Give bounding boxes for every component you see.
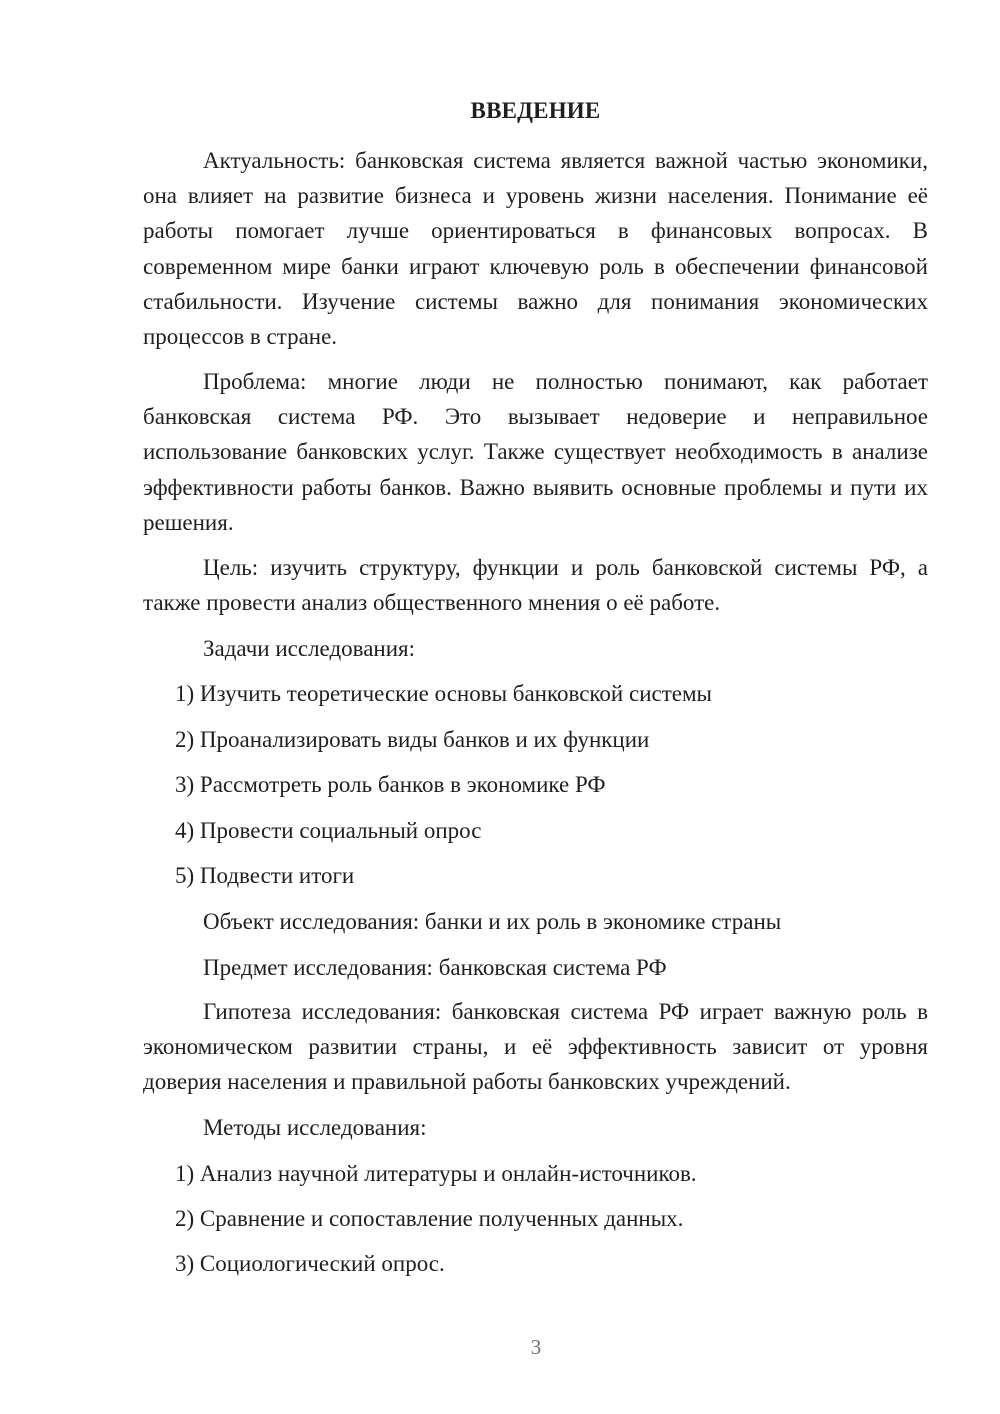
subject-line: Предмет исследования: банковская система РФ bbox=[203, 955, 667, 980]
hypothesis-paragraph: Гипотеза исследования: банковская система РФ играет важную роль в экономическом развитии страны, и её эффективность зависит от уровня доверия населения и правильной работы банковских учреждений. bbox=[143, 999, 928, 1095]
task-item: 3) Рассмотреть роль банков в экономике РФ bbox=[175, 772, 606, 797]
page-title: ВВЕДЕНИЕ bbox=[470, 98, 601, 123]
method-item: 3) Социологический опрос. bbox=[175, 1251, 445, 1276]
goal-paragraph: Цель: изучить структуру, функции и роль банковской системы РФ, а также провести анализ общественного мнения о её работе. bbox=[143, 555, 928, 616]
task-item: 1) Изучить теоретические основы банковской системы bbox=[175, 681, 712, 706]
page-number: 3 bbox=[530, 1335, 542, 1359]
methods-heading: Методы исследования: bbox=[203, 1115, 427, 1140]
tasks-heading: Задачи исследования: bbox=[203, 636, 416, 661]
relevance-paragraph: Актуальность: банковская система является важной частью экономики, она влияет на развитие бизнеса и уровень жизни населения. Понимание её работы помогает лучше ориентироваться в финансовых вопросах. В современном мире банки играют ключевую роль в обеспечении финансовой стабильности. Изучение системы важно для понимания экономических процессов в стране. bbox=[143, 148, 928, 350]
method-item: 2) Сравнение и сопоставление полученных данных. bbox=[175, 1206, 684, 1231]
task-item: 5) Подвести итоги bbox=[175, 863, 355, 888]
method-item: 1) Анализ научной литературы и онлайн-источников. bbox=[175, 1161, 697, 1186]
object-line: Объект исследования: банки и их роль в экономике страны bbox=[203, 909, 782, 934]
problem-paragraph: Проблема: многие люди не полностью понимают, как работает банковская система РФ. Это вызывает недоверие и неправильное использование банковских услуг. Также существует необходимость в анализе эффективности работы банков. Важно выявить основные проблемы и пути их решения. bbox=[143, 369, 928, 535]
task-item: 4) Провести социальный опрос bbox=[175, 818, 482, 843]
task-item: 2) Проанализировать виды банков и их функции bbox=[175, 727, 650, 752]
